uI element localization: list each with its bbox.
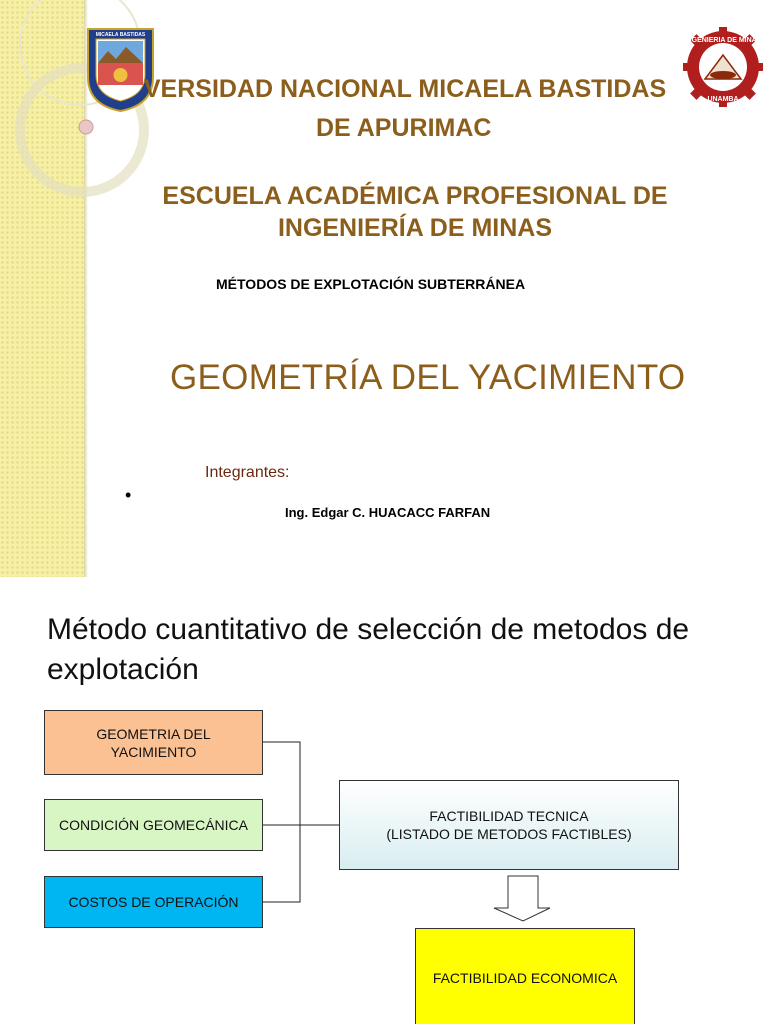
operating-costs-label: COSTOS DE OPERACIÓN	[68, 894, 239, 910]
bracket-connector	[263, 742, 300, 902]
logo-left-text: MICAELA BASTIDAS	[95, 32, 146, 38]
economic-feasibility-box	[415, 928, 635, 1024]
technical-feasibility-sublabel: (LISTADO DE METODOS FACTIBLES)	[386, 826, 632, 842]
geomechanical-box	[44, 799, 263, 851]
slide-topic: GEOMETRÍA DEL YACIMIENTO	[170, 358, 686, 397]
technical-feasibility-box	[339, 780, 679, 870]
university-name-line2: DE APURIMAC	[316, 114, 492, 142]
course-name: MÉTODOS DE EXPLOTACIÓN SUBTERRÁNEA	[216, 276, 526, 292]
instructor-name: Ing. Edgar C. HUACACC FARFAN	[285, 505, 491, 520]
mining-engineering-seal-icon	[683, 27, 763, 107]
bullet-point: •	[125, 485, 132, 505]
operating-costs-box	[44, 876, 263, 928]
geometry-box	[44, 710, 263, 775]
university-name-line1: VERSIDAD NACIONAL MICAELA BASTIDAS	[143, 75, 667, 103]
method-selection-slide	[0, 588, 768, 1024]
logo-right-text-top: INGENIERIA DE MINAS	[684, 37, 762, 44]
economic-feasibility-label: FACTIBILIDAD ECONOMICA	[432, 970, 618, 986]
down-arrow-icon	[494, 876, 550, 921]
members-label: Integrantes:	[205, 464, 290, 481]
slide-title: Método cuantitativo de selección de metodos de explotación	[47, 613, 690, 686]
school-name: ESCUELA ACADÉMICA PROFESIONAL DE INGENIERÍA DE MINAS	[162, 182, 668, 242]
deco-dot	[79, 120, 93, 134]
geomechanical-label: CONDICIÓN GEOMECÁNICA	[58, 817, 248, 833]
logo-right-text-bottom: UNAMBA	[707, 96, 739, 103]
geometry-label: GEOMETRIA DEL YACIMIENTO	[96, 725, 211, 760]
technical-feasibility-label: FACTIBILIDAD TECNICA	[429, 808, 589, 824]
